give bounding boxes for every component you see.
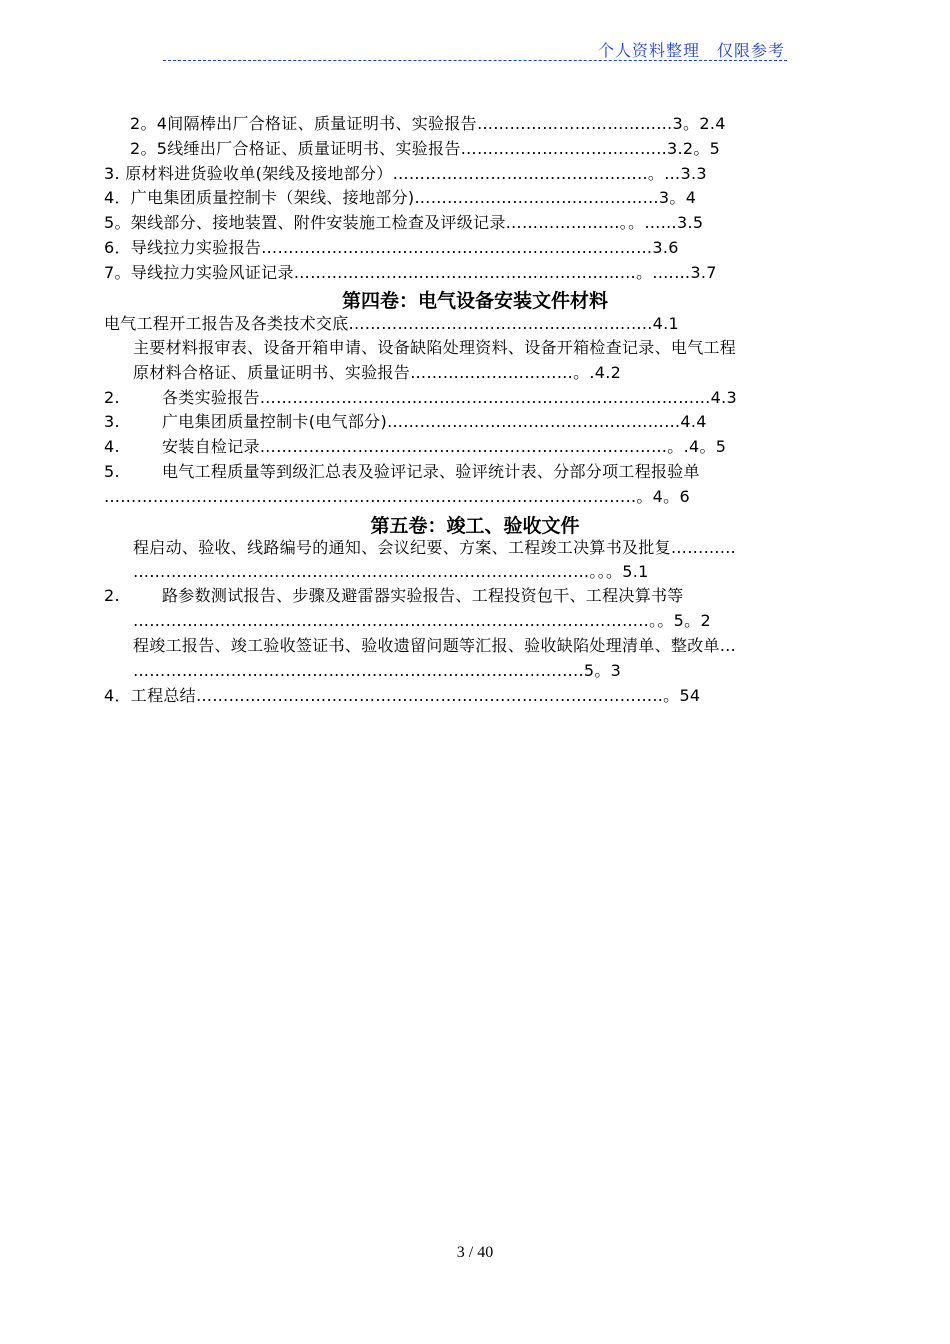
header-text: 个人资料整理 仅限参考 bbox=[597, 41, 785, 60]
toc-line: 安装自检记录…………………………………………………………………。.4。5 bbox=[162, 437, 727, 456]
volume-4-title: 第四卷：电气设备安装文件材料 bbox=[341, 290, 608, 312]
toc-line: 主要材料报审表、设备开箱申请、设备缺陷处理资料、设备开箱检查记录、电气工程 bbox=[133, 338, 737, 357]
toc-line: …………………………………………………………………………………..。。5。2 bbox=[133, 611, 711, 630]
toc-line: 电气工程质量等到级汇总表及验评记录、验评统计表、分部分项工程报验单 bbox=[162, 462, 700, 481]
volume-5-title: 第五卷：竣工、验收文件 bbox=[370, 515, 580, 537]
toc-line: 广电集团质量控制卡(电气部分)………………………………………………4.4 bbox=[162, 412, 707, 431]
toc-number: 3. bbox=[104, 412, 120, 431]
toc-number: 4. bbox=[104, 437, 120, 456]
toc-line: ……………………………………………………………………………………..。4。6 bbox=[104, 487, 690, 506]
toc-line: 程竣工报告、竣工验收签证书、验收遗留问题等汇报、验收缺陷处理清单、整改单… bbox=[133, 636, 737, 655]
toc-line: 各类实验报告……………………………………………………………..…………4.3 bbox=[162, 388, 738, 407]
toc-line: 原材料合格证、质量证明书、实验报告…………………………。.4.2 bbox=[133, 363, 622, 382]
toc-line: 2。4间隔棒出厂合格证、质量证明书、实验报告………………………………3。2.4 bbox=[130, 114, 726, 133]
toc-line: 4．广电集团质量控制卡（架线、接地部分)………………………………………3。4 bbox=[104, 188, 697, 207]
toc-number: 2. bbox=[104, 388, 120, 407]
toc-line: 电气工程开工报告及各类技术交底………………………………………………..4.1 bbox=[104, 314, 680, 333]
toc-line: 3. 原材料进货验收单(架线及接地部分）………………………………………..。…3.3 bbox=[104, 164, 707, 183]
toc-line: …………………………………………………………………………。。。5.1 bbox=[133, 562, 649, 581]
toc-line: 7。导线拉力实验风证记录………………………………………………………。.……3.7 bbox=[104, 263, 717, 282]
toc-line: 2。5线缍出厂合格证、质量证明书、实验报告………………………………..3.2。5 bbox=[130, 139, 721, 158]
toc-line: 6．导线拉力实验报告………………………………………………………………3.6 bbox=[104, 238, 679, 257]
toc-line: 路参数测试报告、步骤及避雷器实验报告、工程投资包干、工程决算书等 bbox=[162, 586, 684, 605]
toc-line: 程启动、验收、线路编号的通知、会议纪要、方案、工程竣工决算书及批复………… bbox=[133, 538, 737, 557]
toc-number: 2. bbox=[104, 586, 120, 605]
toc-line: 4．工程总结…………………………………………………………………………..。54 bbox=[104, 686, 701, 705]
page-number: 3 / 40 bbox=[456, 1244, 494, 1261]
page-header bbox=[163, 38, 787, 61]
toc-number: 5. bbox=[104, 462, 120, 481]
toc-line: ………………………………………………………………………..5。3 bbox=[133, 661, 622, 680]
toc-line: 5。架线部分、接地装置、附件安装施工检查及评级记录…………………。。……3.5 bbox=[104, 213, 704, 232]
